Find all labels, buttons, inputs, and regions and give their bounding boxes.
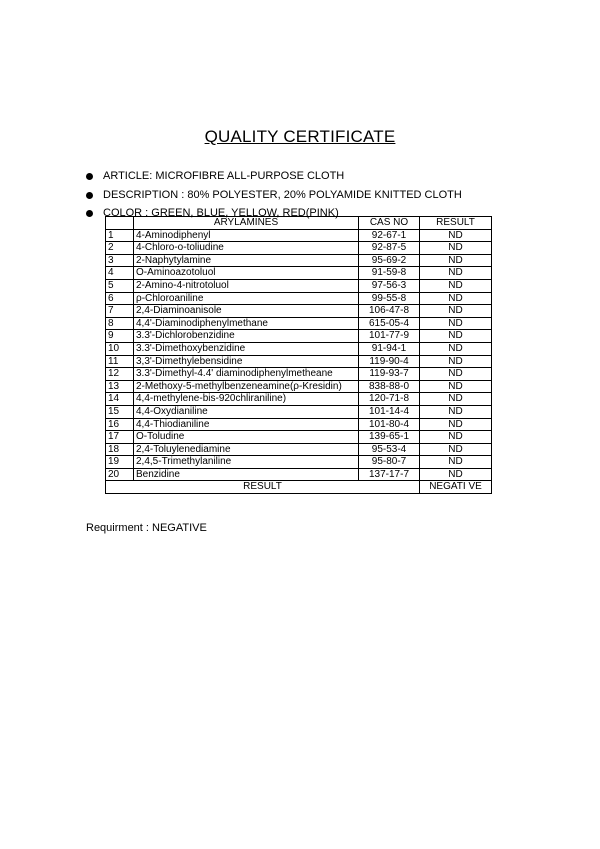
arylamine-name: 3.3'-Dimethoxybenzidine <box>134 342 359 355</box>
table-row <box>106 305 492 318</box>
cas-number: 615-05-4 <box>359 317 420 330</box>
header-arylamines: ARYLAMINES <box>134 217 359 230</box>
table-row <box>106 468 492 481</box>
arylamine-name: 4-Chloro-o-toliudine <box>134 242 359 255</box>
arylamine-name: 2-Amino-4-nitrotoluol <box>134 279 359 292</box>
cas-number: 119-90-4 <box>359 355 420 368</box>
row-number: 14 <box>106 393 134 406</box>
row-result: ND <box>420 342 492 355</box>
row-result: ND <box>420 305 492 318</box>
arylamine-name: 4,4-Thiodianiline <box>134 418 359 431</box>
cas-number: 97-56-3 <box>359 279 420 292</box>
arylamine-name: 2,4-Toluylenediamine <box>134 443 359 456</box>
row-result: ND <box>420 292 492 305</box>
cas-number: 95-53-4 <box>359 443 420 456</box>
table-row <box>106 292 492 305</box>
row-number: 5 <box>106 279 134 292</box>
cas-number: 99-55-8 <box>359 292 420 305</box>
cas-number: 120-71-8 <box>359 393 420 406</box>
cas-number: 91-94-1 <box>359 342 420 355</box>
cas-number: 101-14-4 <box>359 405 420 418</box>
header-result: RESULT <box>420 217 492 230</box>
table-row <box>106 229 492 242</box>
article-text: ARTICLE: MICROFIBRE ALL-PURPOSE CLOTH <box>103 170 345 182</box>
table-row <box>106 380 492 393</box>
arylamine-name: 3,3'-Dimethylebensidine <box>134 355 359 368</box>
bullet-icon <box>86 192 93 199</box>
row-number: 16 <box>106 418 134 431</box>
row-number: 15 <box>106 405 134 418</box>
cas-number: 92-67-1 <box>359 229 420 242</box>
arylamine-name: 4,4-Oxydianiline <box>134 405 359 418</box>
cas-number: 838-88-0 <box>359 380 420 393</box>
color-text: COLOR : GREEN, BLUE, YELLOW, RED(PINK) <box>103 207 339 219</box>
table-row <box>106 393 492 406</box>
arylamine-name: 3.3'-Dimethyl-4.4' diaminodiphenylmetheane <box>134 368 359 381</box>
table-row <box>106 279 492 292</box>
table-footer-row <box>106 481 492 494</box>
cas-number: 101-80-4 <box>359 418 420 431</box>
row-result: ND <box>420 418 492 431</box>
cas-number: 95-80-7 <box>359 456 420 469</box>
row-number: 1 <box>106 229 134 242</box>
row-number: 13 <box>106 380 134 393</box>
table-row <box>106 254 492 267</box>
table-row <box>106 368 492 381</box>
table-row <box>106 317 492 330</box>
header-cas-no: CAS NO <box>359 217 420 230</box>
table-row <box>106 330 492 343</box>
table-row <box>106 431 492 444</box>
arylamine-name: 2,4-Diaminoanisole <box>134 305 359 318</box>
cas-number: 91-59-8 <box>359 267 420 280</box>
table-header-row <box>106 217 492 230</box>
row-number: 9 <box>106 330 134 343</box>
row-result: ND <box>420 317 492 330</box>
bullet-icon <box>86 210 93 217</box>
table-row <box>106 443 492 456</box>
row-result: ND <box>420 355 492 368</box>
row-result: ND <box>420 468 492 481</box>
row-number: 6 <box>106 292 134 305</box>
arylamine-name: 2-Methoxy-5-methylbenzeneamine(ρ-Kresidin) <box>134 380 359 393</box>
header-no <box>106 217 134 230</box>
row-result: ND <box>420 330 492 343</box>
cas-number: 95-69-2 <box>359 254 420 267</box>
row-result: ND <box>420 456 492 469</box>
description-text: DESCRIPTION : 80% POLYESTER, 20% POLYAMIDE KNITTED CLOTH <box>103 188 462 201</box>
row-result: ND <box>420 267 492 280</box>
description-item <box>86 187 462 204</box>
row-number: 12 <box>106 368 134 381</box>
row-number: 11 <box>106 355 134 368</box>
footer-result-label: RESULT <box>106 481 420 494</box>
row-result: ND <box>420 242 492 255</box>
requirement-note: Requirment : NEGATIVE <box>86 522 207 534</box>
page-title: QUALITY CERTIFICATE <box>204 127 396 146</box>
table-row <box>106 456 492 469</box>
arylamine-name: O-Toludine <box>134 431 359 444</box>
arylamine-name: Benzidine <box>134 468 359 481</box>
arylamine-name: 4,4'-Diaminodiphenylmethane <box>134 317 359 330</box>
row-result: ND <box>420 279 492 292</box>
footer-result-value: NEGATI VE <box>420 481 492 494</box>
arylamine-name: 4,4-methylene-bis-920chliraniline) <box>134 393 359 406</box>
table-row <box>106 242 492 255</box>
arylamine-name: 2-Naphytylamine <box>134 254 359 267</box>
row-result: ND <box>420 405 492 418</box>
arylamine-name: O-Aminoazotoluol <box>134 267 359 280</box>
cas-number: 106-47-8 <box>359 305 420 318</box>
table-row <box>106 342 492 355</box>
row-result: ND <box>420 431 492 444</box>
bullet-icon <box>86 173 93 180</box>
row-number: 4 <box>106 267 134 280</box>
row-result: ND <box>420 254 492 267</box>
cas-number: 137-17-7 <box>359 468 420 481</box>
row-result: ND <box>420 380 492 393</box>
article-item <box>86 168 462 185</box>
row-number: 18 <box>106 443 134 456</box>
row-number: 19 <box>106 456 134 469</box>
table-row <box>106 267 492 280</box>
arylamines-table <box>105 216 492 494</box>
table-row <box>106 418 492 431</box>
arylamine-name: 3.3'-Dichlorobenzidine <box>134 330 359 343</box>
table-body <box>106 229 492 481</box>
row-number: 8 <box>106 317 134 330</box>
row-number: 2 <box>106 242 134 255</box>
row-number: 20 <box>106 468 134 481</box>
row-result: ND <box>420 229 492 242</box>
table-row <box>106 405 492 418</box>
arylamine-name: 2,4,5-Trimethylaniline <box>134 456 359 469</box>
row-number: 7 <box>106 305 134 318</box>
row-number: 10 <box>106 342 134 355</box>
arylamine-name: 4-Aminodiphenyl <box>134 229 359 242</box>
cas-number: 139-65-1 <box>359 431 420 444</box>
row-number: 17 <box>106 431 134 444</box>
cas-number: 92-87-5 <box>359 242 420 255</box>
cas-number: 119-93-7 <box>359 368 420 381</box>
cas-number: 101-77-9 <box>359 330 420 343</box>
arylamine-name: ρ-Chloroaniline <box>134 292 359 305</box>
row-result: ND <box>420 368 492 381</box>
row-result: ND <box>420 443 492 456</box>
row-result: ND <box>420 393 492 406</box>
row-number: 3 <box>106 254 134 267</box>
table-row <box>106 355 492 368</box>
